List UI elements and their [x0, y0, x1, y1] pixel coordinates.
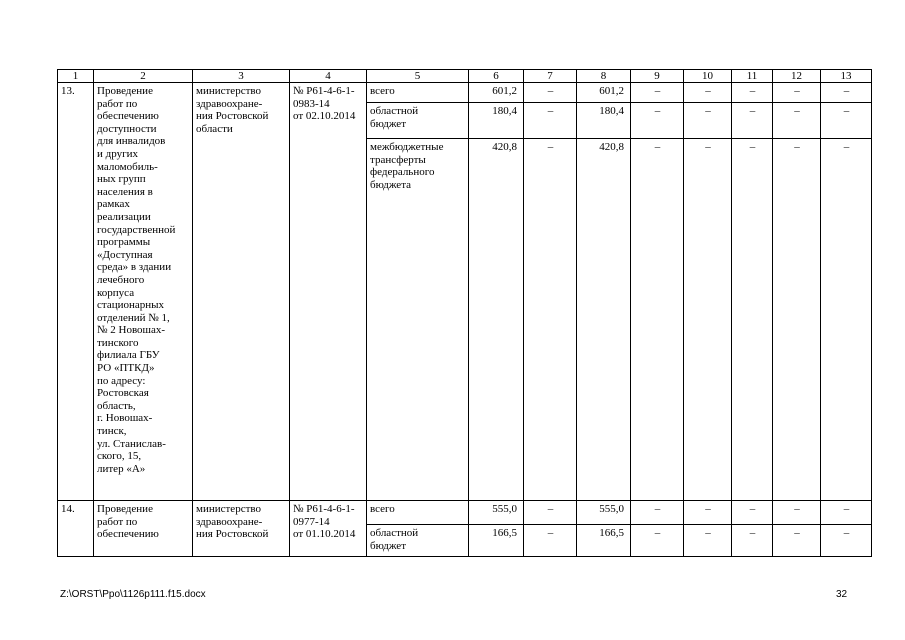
value-col-13: – [821, 501, 872, 525]
table-row [58, 83, 872, 103]
column-number: 5 [367, 70, 469, 83]
column-number-row [58, 70, 872, 83]
value-col-8: 420,8 [577, 139, 631, 501]
file-path-footer: Z:\ORST\Ppo\1126p111.f15.docx [60, 589, 206, 600]
value-col-6: 180,4 [469, 103, 524, 139]
contract-document: № Р61-4-6-1- 0983-14 от 02.10.2014 [290, 83, 367, 501]
column-number: 3 [193, 70, 290, 83]
value-col-10: – [684, 525, 732, 557]
value-col-9: – [631, 501, 684, 525]
value-col-8: 601,2 [577, 83, 631, 103]
column-number: 11 [732, 70, 773, 83]
value-col-7: – [524, 83, 577, 103]
value-col-7: – [524, 139, 577, 501]
column-number: 2 [94, 70, 193, 83]
page-number: 32 [836, 589, 848, 600]
value-col-6: 166,5 [469, 525, 524, 557]
value-col-10: – [684, 83, 732, 103]
value-col-11: – [732, 525, 773, 557]
column-number: 9 [631, 70, 684, 83]
value-col-9: – [631, 525, 684, 557]
value-col-10: – [684, 501, 732, 525]
row-number: 13. [58, 83, 94, 501]
executor: министерство здравоохране- ния Ростовской [193, 501, 290, 557]
value-col-6: 555,0 [469, 501, 524, 525]
column-number: 7 [524, 70, 577, 83]
value-col-12: – [773, 501, 821, 525]
funding-source: межбюджетные трансферты федерального бюджета [367, 139, 469, 501]
value-col-13: – [821, 83, 872, 103]
row-number: 14. [58, 501, 94, 557]
value-col-10: – [684, 139, 732, 501]
value-col-9: – [631, 139, 684, 501]
column-number: 13 [821, 70, 872, 83]
value-col-9: – [631, 103, 684, 139]
column-number: 12 [773, 70, 821, 83]
work-description: Проведение работ по обеспечению [94, 501, 193, 557]
value-col-8: 180,4 [577, 103, 631, 139]
value-col-7: – [524, 103, 577, 139]
value-col-11: – [732, 139, 773, 501]
value-col-13: – [821, 103, 872, 139]
value-col-12: – [773, 139, 821, 501]
column-number: 6 [469, 70, 524, 83]
value-col-12: – [773, 103, 821, 139]
funding-source: областной бюджет [367, 525, 469, 557]
funding-source: всего [367, 83, 469, 103]
executor: министерство здравоохране- ния Ростовской области [193, 83, 290, 501]
work-description: Проведение работ по обеспечению доступности для инвалидов и других маломобиль- ных групп населения в рамках реализации государственной программы «Доступная среда» в здании лечебного корпуса стационарных отделений № 1, № 2 Новошах- тинского филиала ГБУ РО «ПТКД» по адресу: Ростовская область, г. Новошах- тинск, ул. Станислав- ского, 15, литер «А» [94, 83, 193, 501]
value-col-8: 166,5 [577, 525, 631, 557]
budget-table [57, 69, 872, 557]
value-col-7: – [524, 525, 577, 557]
funding-source: всего [367, 501, 469, 525]
value-col-13: – [821, 525, 872, 557]
value-col-9: – [631, 83, 684, 103]
column-number: 4 [290, 70, 367, 83]
value-col-12: – [773, 525, 821, 557]
value-col-6: 601,2 [469, 83, 524, 103]
column-number: 1 [58, 70, 94, 83]
value-col-10: – [684, 103, 732, 139]
value-col-12: – [773, 83, 821, 103]
value-col-7: – [524, 501, 577, 525]
table-row [58, 501, 872, 525]
value-col-8: 555,0 [577, 501, 631, 525]
column-number: 10 [684, 70, 732, 83]
value-col-13: – [821, 139, 872, 501]
value-col-11: – [732, 83, 773, 103]
funding-source: областной бюджет [367, 103, 469, 139]
value-col-11: – [732, 501, 773, 525]
contract-document: № Р61-4-6-1- 0977-14 от 01.10.2014 [290, 501, 367, 557]
value-col-11: – [732, 103, 773, 139]
value-col-6: 420,8 [469, 139, 524, 501]
column-number: 8 [577, 70, 631, 83]
